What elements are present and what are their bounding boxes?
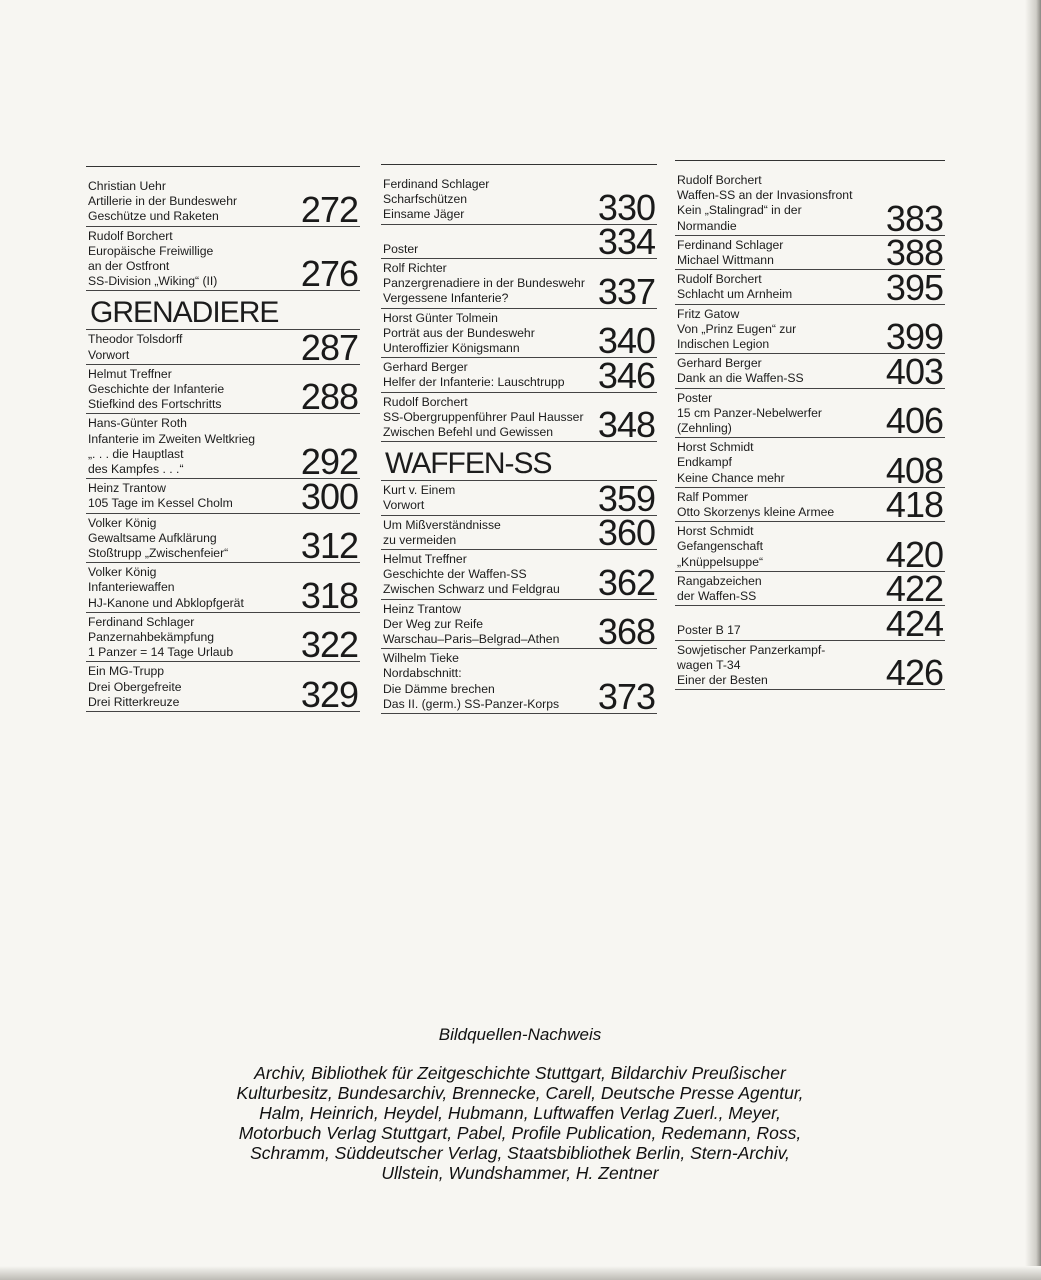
- entry-line: Ferdinand Schlager: [383, 177, 490, 191]
- entry-line: Waffen-SS an der Invasionsfront: [677, 188, 853, 203]
- toc-entry: [86, 662, 360, 716]
- entry-line: Kurt v. Einem: [383, 483, 456, 498]
- page-number: 300: [300, 475, 358, 517]
- toc-entry: [86, 326, 360, 368]
- entry-line: Drei Ritterkreuze: [88, 694, 180, 709]
- page-number: 362: [597, 561, 655, 603]
- page-number: 360: [597, 512, 655, 554]
- entry-line: Keine Chance mehr: [677, 470, 785, 485]
- toc-entry: [381, 221, 657, 263]
- page-number: 426: [885, 652, 943, 694]
- credits-line: Archiv, Bibliothek für Zeitgeschichte Stuttgart, Bildarchiv Preußischer: [254, 1063, 786, 1083]
- entry-line: Volker König: [88, 565, 157, 580]
- entry-line: Scharfschützen: [383, 192, 468, 207]
- entry-line: Heinz Trantow: [383, 601, 461, 616]
- entry-line: [383, 227, 587, 242]
- entry-line: Artillerie in der Bundeswehr: [88, 194, 238, 209]
- page-number: 330: [597, 186, 655, 228]
- toc-entry: [675, 266, 945, 308]
- toc-entry: [86, 365, 360, 418]
- entry-line: Drei Obergefreite: [88, 679, 182, 694]
- entry-line: Rangabzeichen: [677, 573, 762, 588]
- toc-column-1: [86, 166, 360, 716]
- entry-line: Gefangenschaft: [677, 539, 764, 554]
- entry-line: Infanterie im Zweiten Weltkrieg: [88, 431, 256, 446]
- entry-line: Michael Wittmann: [677, 253, 774, 268]
- toc-entry: [675, 305, 945, 358]
- page-number: 322: [300, 624, 358, 666]
- entry-line: Rudolf Borchert: [383, 394, 468, 409]
- entry-line: Indischen Legion: [677, 337, 770, 352]
- toc-entry: [675, 522, 945, 575]
- page-number: 318: [300, 574, 358, 616]
- entry-line: HJ-Kanone und Abklopfgerät: [88, 595, 244, 610]
- toc-entry: [675, 568, 945, 610]
- page-number: 292: [300, 441, 358, 483]
- entry-line: Vergessene Infanterie?: [383, 291, 509, 306]
- entry-line: Ferdinand Schlager: [88, 614, 195, 629]
- entry-line: Nordabschnitt:: [383, 666, 462, 681]
- entry-line: Normandie: [677, 218, 737, 233]
- toc-entry: [675, 438, 945, 491]
- page-number: 359: [597, 477, 655, 519]
- entry-line: Gewaltsame Aufklärung: [88, 530, 217, 545]
- entry-line: Horst Schmidt: [677, 440, 754, 455]
- entry-line: Der Weg zur Reife: [383, 616, 484, 631]
- entry-line: Wilhelm Tieke: [383, 651, 459, 666]
- entry-line: Sowjetischer Panzerkampf-: [677, 642, 826, 657]
- entry-line: Stoßtrupp „Zwischenfeier“: [88, 546, 229, 561]
- toc-entry: [675, 602, 945, 644]
- section-heading: GRENADIERE: [86, 291, 360, 330]
- entry-line: Panzernahbekämpfung: [88, 630, 215, 645]
- page-number: 373: [597, 676, 655, 718]
- toc-entry: [381, 259, 657, 312]
- entry-line: Stiefkind des Fortschritts: [88, 397, 222, 412]
- toc-entry: [86, 177, 360, 230]
- entry-line: 15 cm Panzer-Nebelwerfer: [677, 405, 822, 420]
- entry-line: Ralf Pommer: [677, 489, 749, 504]
- entry-line: Einsame Jäger: [383, 207, 465, 222]
- entry-line: Heinz Trantow: [88, 481, 166, 496]
- entry-line: Zwischen Schwarz und Feldgrau: [383, 582, 560, 597]
- column-top-rule: [381, 164, 657, 165]
- credits-line: Schramm, Süddeutscher Verlag, Staatsbibliothek Berlin, Stern-Archiv,: [250, 1143, 790, 1163]
- page-number: 422: [885, 568, 943, 610]
- page-number: 287: [300, 326, 358, 368]
- page-number: 272: [300, 188, 358, 230]
- toc-entry: [381, 309, 657, 362]
- credits-line: Halm, Heinrich, Heydel, Hubmann, Luftwaffen Verlag Zuerl., Meyer,: [259, 1103, 781, 1123]
- page-number: 334: [597, 221, 655, 263]
- column-top-rule: [86, 166, 360, 167]
- entry-line: Poster: [383, 241, 419, 256]
- toc-entry: [86, 227, 360, 295]
- toc-column-2: [381, 164, 657, 718]
- entry-line: Helmut Treffner: [88, 366, 172, 381]
- entry-line: 1 Panzer = 14 Tage Urlaub: [88, 645, 234, 660]
- page-number: 329: [300, 674, 358, 716]
- entry-line: Von „Prinz Eugen“ zur: [677, 321, 797, 336]
- entry-line: des Kampfes . . .“: [88, 462, 184, 477]
- entry-line: Schlacht um Arnheim: [677, 287, 793, 302]
- entry-line: Poster B 17: [677, 623, 741, 638]
- entry-line: Otto Skorzenys kleine Armee: [677, 505, 835, 520]
- column-top-rule: [675, 160, 945, 161]
- entry-line: Das II. (germ.) SS-Panzer-Korps: [383, 696, 560, 711]
- page-number: 368: [597, 611, 655, 653]
- page-number: 420: [885, 533, 943, 575]
- entry-line: Horst Schmidt: [677, 524, 754, 539]
- toc-entry: [381, 393, 657, 446]
- page-number: 346: [597, 354, 655, 396]
- entry-line: SS-Obergruppenführer Paul Hausser: [383, 409, 584, 424]
- entry-line: Dank an die Waffen-SS: [677, 371, 804, 386]
- entry-line: Rudolf Borchert: [88, 228, 173, 243]
- entry-line: Gerhard Berger: [677, 356, 762, 371]
- toc-entry: [381, 477, 657, 519]
- credits-line: Motorbuch Verlag Stuttgart, Pabel, Profile Publication, Redemann, Ross,: [238, 1123, 802, 1143]
- page-number: 312: [300, 525, 358, 567]
- page-bottom-shadow: [0, 1266, 1041, 1280]
- entry-line: SS-Division „Wiking“ (II): [88, 274, 218, 289]
- entry-line: Europäische Freiwillige: [88, 243, 214, 258]
- entry-line: Einer der Besten: [677, 673, 768, 688]
- page-number: 340: [597, 320, 655, 362]
- toc-entry: [381, 175, 657, 228]
- entry-line: Horst Günter Tolmein: [383, 310, 498, 325]
- toc-entry: [675, 641, 945, 694]
- entry-line: (Zehnling): [677, 421, 732, 436]
- entry-line: Rolf Richter: [383, 261, 447, 276]
- toc-entry: [381, 550, 657, 603]
- page-number: 337: [597, 270, 655, 312]
- toc-entry: [86, 475, 360, 517]
- credits-title: Bildquellen-Nachweis: [438, 1025, 602, 1044]
- page-number: 348: [597, 404, 655, 446]
- section-heading: WAFFEN-SS: [381, 442, 657, 481]
- credits-body: [200, 1063, 840, 1183]
- toc-entry: [86, 613, 360, 666]
- entry-line: Rudolf Borchert: [677, 272, 762, 287]
- credits-line: Ullstein, Wundshammer, H. Zentner: [381, 1163, 659, 1183]
- entry-line: Die Dämme brechen: [383, 681, 495, 696]
- entry-line: 105 Tage im Kessel Cholm: [88, 496, 233, 511]
- entry-line: „Knüppelsuppe“: [677, 554, 764, 569]
- page-number: 276: [300, 253, 358, 295]
- entry-line: Fritz Gatow: [677, 306, 740, 321]
- entry-line: Endkampf: [677, 455, 732, 470]
- toc-entry: [675, 389, 945, 442]
- toc-entry: [381, 512, 657, 554]
- credits-line: Kulturbesitz, Bundesarchiv, Brennecke, Carell, Deutsche Presse Agentur,: [236, 1083, 804, 1103]
- page-edge-shadow: [1025, 0, 1041, 1280]
- entry-line: Kein „Stalingrad“ in der: [677, 203, 802, 218]
- entry-line: Christian Uehr: [88, 179, 166, 193]
- entry-line: Theodor Tolsdorff: [88, 332, 183, 347]
- toc-entry: [381, 354, 657, 396]
- entry-line: zu vermeiden: [383, 532, 457, 547]
- entry-line: Porträt aus der Bundeswehr: [383, 325, 535, 340]
- entry-line: „. . . die Hauptlast: [88, 446, 184, 461]
- entry-line: an der Ostfront: [88, 259, 170, 274]
- toc-entry: [675, 232, 945, 274]
- page-number: 395: [885, 266, 943, 308]
- entry-line: Zwischen Befehl und Gewissen: [383, 425, 554, 440]
- toc-entry: [381, 649, 657, 718]
- entry-line: Vorwort: [383, 498, 425, 513]
- entry-line: Ein MG-Trupp: [88, 664, 165, 679]
- entry-line: Infanteriewaffen: [88, 580, 175, 595]
- page-number: 388: [885, 232, 943, 274]
- toc-entry: [86, 414, 360, 483]
- entry-line: Geschichte der Infanterie: [88, 382, 225, 397]
- entry-line: Geschütze und Raketen: [88, 209, 219, 224]
- picture-credits: [200, 1025, 840, 1183]
- page-number: 403: [885, 350, 943, 392]
- page-number: 383: [885, 197, 943, 239]
- entry-line: Warschau–Paris–Belgrad–Athen: [383, 632, 560, 647]
- toc-entry: [381, 600, 657, 653]
- toc-entry: [86, 514, 360, 567]
- entry-line: Hans-Günter Roth: [88, 416, 187, 431]
- toc-entry: [86, 563, 360, 616]
- entry-line: Vorwort: [88, 347, 130, 362]
- entry-line: wagen T-34: [677, 657, 741, 672]
- entry-line: Poster: [677, 390, 713, 405]
- entry-line: [677, 608, 875, 623]
- entry-line: Geschichte der Waffen-SS: [383, 567, 527, 582]
- entry-line: der Waffen-SS: [677, 589, 757, 604]
- entry-line: Rudolf Borchert: [677, 173, 762, 187]
- entry-line: Volker König: [88, 515, 157, 530]
- page-number: 406: [885, 400, 943, 442]
- toc-column-3: [675, 160, 945, 694]
- entry-line: Helmut Treffner: [383, 552, 467, 567]
- entry-line: Unteroffizier Königsmann: [383, 341, 520, 356]
- page-number: 418: [885, 484, 943, 526]
- toc-entry: [675, 484, 945, 526]
- toc-entry: [675, 171, 945, 239]
- entry-line: Ferdinand Schlager: [677, 237, 784, 252]
- page-number: 399: [885, 316, 943, 358]
- entry-line: Panzergrenadiere in der Bundeswehr: [383, 276, 585, 291]
- entry-line: Um Mißverständnisse: [383, 517, 501, 532]
- toc-entry: [675, 350, 945, 392]
- page-number: 424: [885, 602, 943, 644]
- entry-line: Helfer der Infanterie: Lauschtrupp: [383, 375, 565, 390]
- page-number: 288: [300, 376, 358, 418]
- entry-line: Gerhard Berger: [383, 360, 468, 375]
- page-number: 408: [885, 449, 943, 491]
